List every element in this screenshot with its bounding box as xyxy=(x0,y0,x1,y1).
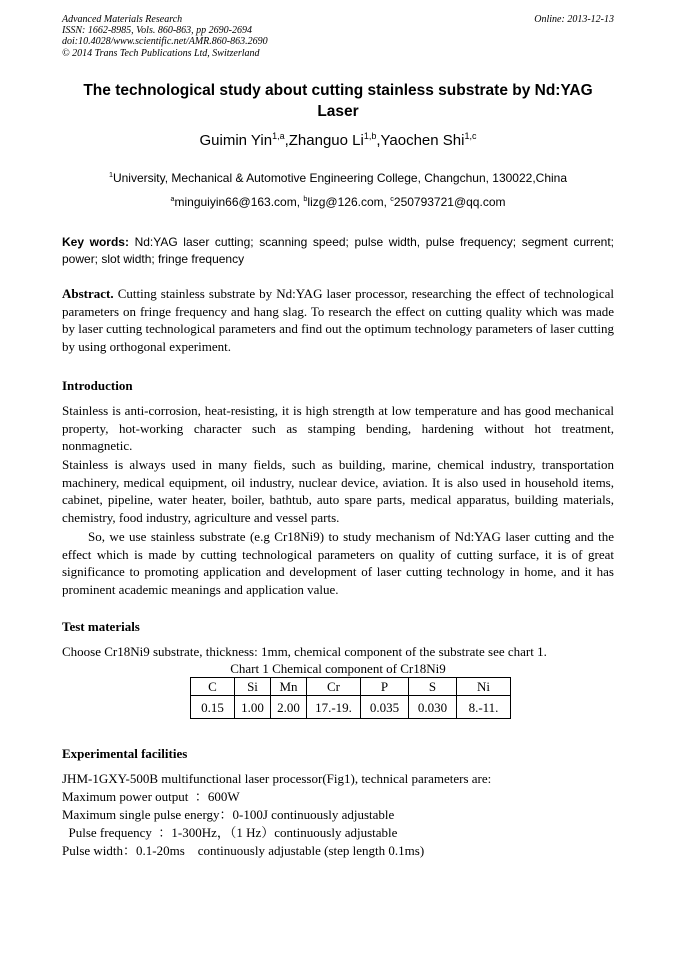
section-heading-introduction: Introduction xyxy=(62,378,133,393)
author-superscript: 1,a xyxy=(272,131,285,141)
chemical-component-table xyxy=(190,677,511,719)
journal-doi: doi:10.4028/www.scientific.net/AMR.860-863.2690 xyxy=(62,36,268,48)
email-address[interactable]: minguiyin66@163.com, xyxy=(174,195,304,209)
paper-title-line-2: Laser xyxy=(317,103,359,120)
affiliation-superscript: 1 xyxy=(108,170,113,179)
paper-title xyxy=(62,80,614,122)
table-cell: 0.035 xyxy=(361,696,409,719)
affiliation-text: University, Mechanical & Automotive Engineering College, Changchun, 130022,China xyxy=(112,171,568,185)
intro-paragraph-1: Stainless is anti-corrosion, heat-resisting, it is high strength at low temperature and has good mechanical property, hot-working character such as stamping bending, hardening without hot treatment, nonmagnetic. xyxy=(62,403,614,453)
journal-copyright: © 2014 Trans Tech Publications Ltd, Switzerland xyxy=(62,47,260,59)
facility-line: Maximum single pulse energy：0-100J continuously adjustable xyxy=(62,807,395,822)
email-superscript: c xyxy=(390,194,394,203)
author-name: Zhanguo Li xyxy=(288,132,364,149)
online-date: Online: 2013-12-13 xyxy=(534,14,614,25)
table-header-row xyxy=(191,678,511,696)
abstract xyxy=(62,285,614,355)
intro-paragraph-2: Stainless is always used in many fields, such as building, marine, chemical industry, transportation machinery, medical equipment, oil industry, nuclear device, aviation. It is also used in household items, cabinet, pipeline, water heater, boiler, bathtub, auto spare parts, medical apparatus, building materials, chemistry, food industry, agriculture and vessel parts. xyxy=(62,457,614,525)
keywords-text: Nd:YAG laser cutting; scanning speed; pulse width, pulse frequency; segment current; power; slot width; fringe frequency xyxy=(62,235,615,266)
table-cell: 8.-11. xyxy=(457,696,511,719)
author-list xyxy=(62,131,614,151)
test-materials-text: Choose Cr18Ni9 substrate, thickness: 1mm, chemical component of the substrate see chart 1. xyxy=(62,644,547,659)
facility-line: Pulse frequency ：1-300Hz，（1 Hz）continuously adjustable xyxy=(62,825,398,840)
affiliation xyxy=(62,170,614,186)
abstract-label: Abstract. xyxy=(62,286,114,301)
email-list xyxy=(62,194,614,210)
table-cell: 0.15 xyxy=(191,696,235,719)
author-name: Yaochen Shi xyxy=(380,132,465,149)
table-header-cell: S xyxy=(409,678,457,696)
author-superscript: 1,c xyxy=(464,131,477,141)
email-superscript: a xyxy=(170,194,175,203)
journal-issn: ISSN: 1662-8985, Vols. 860-863, pp 2690-2694 xyxy=(62,25,252,37)
facility-line: JHM-1GXY-500B multifunctional laser processor(Fig1), technical parameters are: xyxy=(62,771,492,786)
author-superscript: 1,b xyxy=(363,131,377,141)
table-header-cell: Mn xyxy=(271,678,307,696)
keywords-label: Key words: xyxy=(62,235,129,249)
table-header-cell: P xyxy=(361,678,409,696)
table-row xyxy=(191,696,511,719)
table-cell: 2.00 xyxy=(271,696,307,719)
email-address[interactable]: 250793721@qq.com xyxy=(393,195,506,209)
author-separator: , xyxy=(376,132,381,149)
table-header-cell: Si xyxy=(235,678,271,696)
table-cell: 1.00 xyxy=(235,696,271,719)
abstract-text: Cutting stainless substrate by Nd:YAG laser processor, researching the effect of technological parameters on fringe frequency and hang slag. To research the effect on cutting quality which was made by laser cutting technological parameters and find out the optimum technology parameters of laser cutting by using orthogonal experiment. xyxy=(62,286,614,354)
table-cell: 17.-19. xyxy=(307,696,361,719)
table-caption: Chart 1 Chemical component of Cr18Ni9 xyxy=(230,661,446,676)
table-header-cell: Ni xyxy=(457,678,511,696)
keywords xyxy=(62,234,614,268)
author-separator: , xyxy=(284,132,289,149)
table-header-cell: Cr xyxy=(307,678,361,696)
intro-paragraph-3: So, we use stainless substrate (e.g Cr18Ni9) to study mechanism of Nd:YAG laser cutting and the effect which is made by cutting technological parameters on quality of cutting surface, it is of great significance to promoting application and development of laser cutting technology in home, and it has prominent academic meanings and application value. xyxy=(62,529,614,597)
table-header-cell: C xyxy=(191,678,235,696)
email-address[interactable]: lizg@126.com, xyxy=(307,195,391,209)
facility-line: Pulse width：0.1-20ms continuously adjustable (step length 0.1ms) xyxy=(62,843,425,858)
email-superscript: b xyxy=(303,194,308,203)
table-cell: 0.030 xyxy=(409,696,457,719)
section-heading-test-materials: Test materials xyxy=(62,619,140,634)
journal-header xyxy=(62,14,422,59)
journal-name: Advanced Materials Research xyxy=(62,14,183,25)
facility-line: Maximum power output ：600W xyxy=(62,789,240,804)
author-name: Guimin Yin xyxy=(199,132,273,149)
section-heading-experimental-facilities: Experimental facilities xyxy=(62,746,188,761)
paper-title-line-1: The technological study about cutting stainless substrate by Nd:YAG xyxy=(83,82,593,99)
